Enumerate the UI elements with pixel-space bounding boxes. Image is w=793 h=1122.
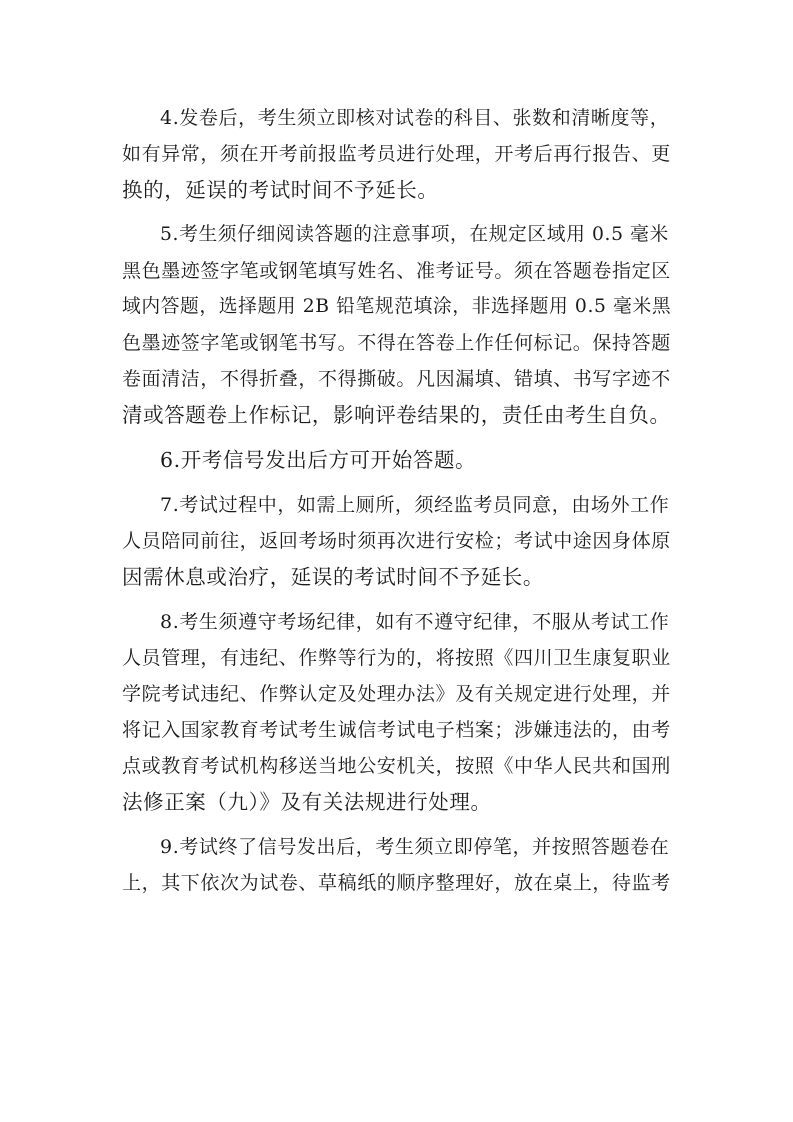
- paragraph-line: 域内答题，选择题用 2B 铅笔规范填涂，非选择题用 0.5 毫米黑: [122, 296, 672, 317]
- paragraph-line: 7.考试过程中，如需上厕所，须经监考员同意，由场外工作: [160, 494, 670, 516]
- paragraph-line: 上，其下依次为试卷、草稿纸的顺序整理好，放在桌上，待监考: [122, 872, 671, 894]
- paragraph-line: 8.考生须遵守考场纪律，如有不遵守纪律，不服从考试工作: [160, 611, 670, 633]
- paragraph-line: 因需休息或治疗，延误的考试时间不予延长。: [122, 565, 544, 589]
- paragraph-line: 4.发卷后，考生须立即核对试卷的科目、张数和清晰度等，: [160, 107, 670, 129]
- document-body: [122, 100, 672, 910]
- paragraph-line: 换的，延误的考试时间不予延长。: [122, 178, 439, 202]
- paragraph-line: 将记入国家教育考试考生诚信考试电子档案；涉嫌违法的，由考: [122, 719, 671, 741]
- paragraph-line: 如有异常，须在开考前报监考员进行处理，开考后再行报告、更: [122, 143, 671, 165]
- paragraph-line: 卷面清洁，不得折叠，不得撕破。凡因漏填、错填、书写字迹不: [122, 368, 671, 390]
- paragraph-line: 法修正案（九）》及有关法规进行处理。: [122, 790, 492, 814]
- paragraph-item-5: [122, 217, 672, 433]
- paragraph-item-8: [122, 604, 672, 820]
- paragraph-line: 清或答题卷上作标记，影响评卷结果的，责任由考生自负。: [122, 403, 671, 427]
- paragraph-line: 点或教育考试机构移送当地公安机关，按照《中华人民共和国刑: [122, 755, 671, 777]
- paragraph-item-9: [122, 829, 672, 901]
- paragraph-item-7: [122, 487, 672, 595]
- paragraph-item-4: [122, 100, 672, 208]
- paragraph-line: 9.考试终了信号发出后，考生须立即停笔，并按照答题卷在: [160, 836, 670, 858]
- paragraph-line: 5.考生须仔细阅读答题的注意事项，在规定区域用 0.5 毫米: [160, 224, 669, 245]
- paragraph-line: 6.开考信号发出后方可开始答题。: [160, 448, 477, 472]
- paragraph-line: 人员管理，有违纪、作弊等行为的，将按照《四川卫生康复职业: [122, 647, 671, 669]
- paragraph-item-6: [122, 442, 672, 478]
- paragraph-line: 学院考试违纪、作弊认定及处理办法》及有关规定进行处理，并: [122, 683, 671, 705]
- paragraph-line: 人员陪同前往，返回考场时须再次进行安检；考试中途因身体原: [122, 530, 671, 552]
- paragraph-line: 黑色墨迹签字笔或钢笔填写姓名、准考证号。须在答题卷指定区: [122, 260, 671, 282]
- paragraph-line: 色墨迹签字笔或钢笔书写。不得在答卷上作任何标记。保持答题: [122, 332, 671, 354]
